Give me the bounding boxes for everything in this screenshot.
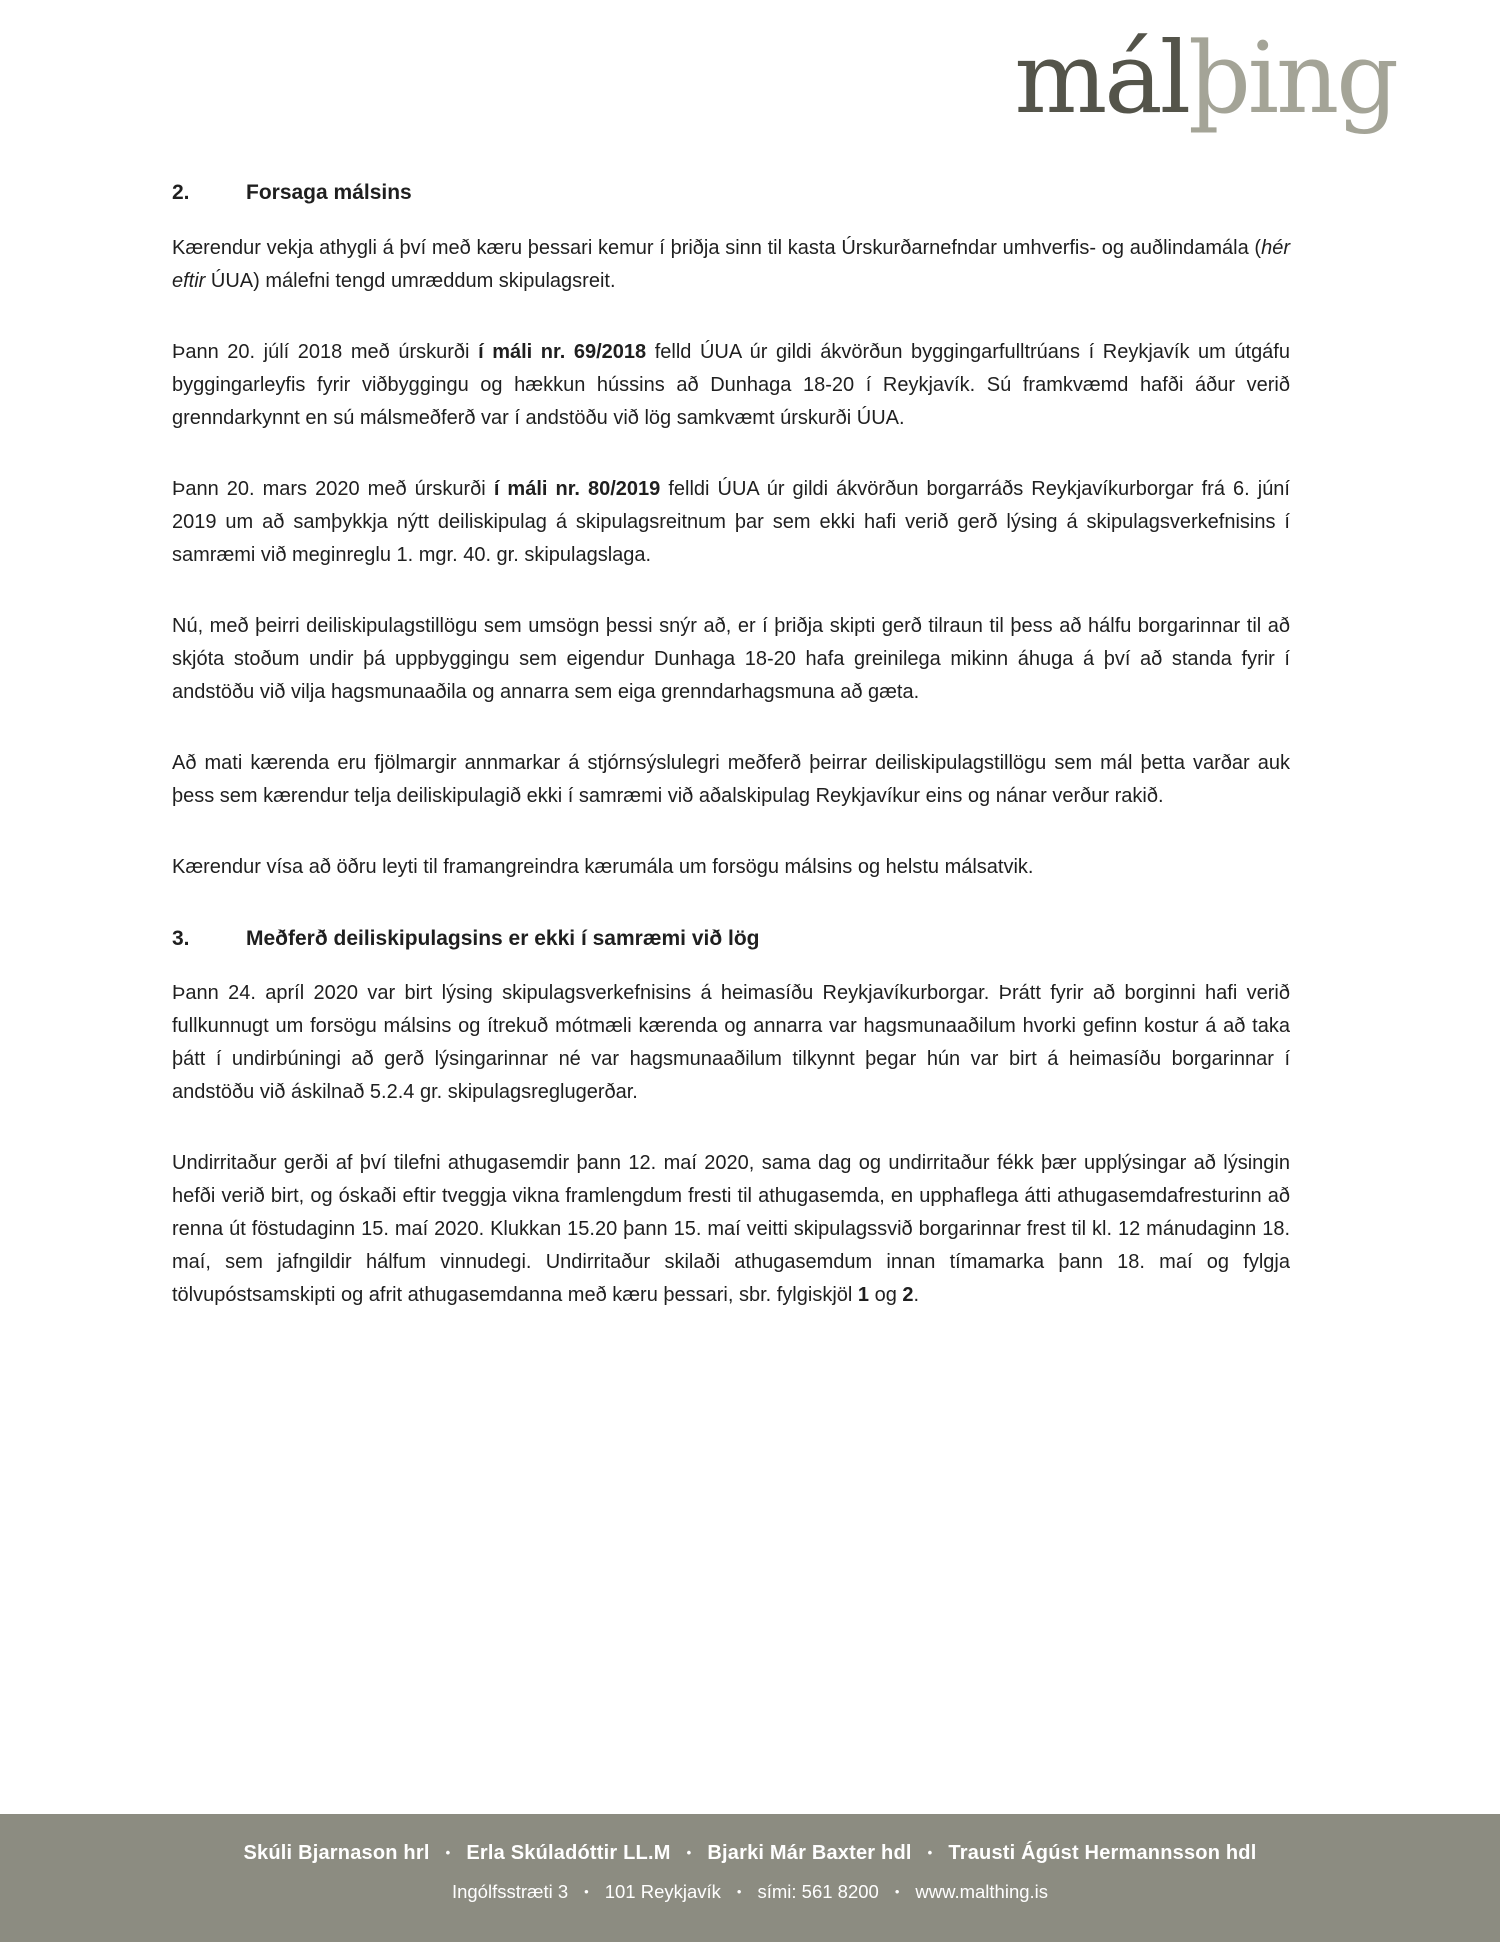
logo-text-thing: þing bbox=[1188, 22, 1396, 136]
text-run: felld ÚUA úr gildi ákvörðun byggingarfulltrúans í Reykjavík um útgáfu byggingarleyfis fyrir viðbyggingu og hækkun hússins að Dunhaga 18-20 í Reykjavík. Sú framkvæmd hafði áður verið grenndarkynnt en sú málsmeðferð var í andstöðu við lög samkvæmt úrskurði ÚUA. bbox=[172, 340, 1290, 429]
text-run: . bbox=[913, 1284, 920, 1307]
text-run: og bbox=[869, 1284, 903, 1307]
paragraph bbox=[172, 473, 1290, 572]
paragraph bbox=[172, 1147, 1290, 1312]
footer-contact-info bbox=[0, 1865, 1500, 1903]
footer-contact-item: www.malthing.is bbox=[915, 1881, 1049, 1902]
logo-text-mal: mál bbox=[1014, 22, 1189, 136]
bold-text-run: í máli nr. 80/2019 bbox=[493, 477, 661, 500]
footer-contact-item: sími: 561 8200 bbox=[757, 1881, 879, 1902]
footer-band bbox=[0, 1814, 1500, 1942]
paragraph bbox=[172, 747, 1290, 813]
bold-text-run: 1 bbox=[857, 1284, 870, 1307]
footer-lawyer-names bbox=[0, 1814, 1500, 1865]
italic-text-run: hér eftir bbox=[172, 236, 1290, 292]
paragraph bbox=[172, 232, 1290, 298]
paragraph bbox=[172, 336, 1290, 435]
section-number: 3. bbox=[172, 926, 190, 950]
bullet-separator-icon: • bbox=[584, 1884, 589, 1899]
paragraph bbox=[172, 977, 1290, 1109]
section-heading bbox=[172, 176, 1290, 210]
section-heading bbox=[172, 922, 1290, 956]
bold-text-run: 2 bbox=[902, 1284, 914, 1307]
footer-name-item: Bjarki Már Baxter hdl bbox=[707, 1842, 912, 1864]
footer-contact-item: 101 Reykjavík bbox=[604, 1881, 721, 1902]
paragraph bbox=[172, 610, 1290, 709]
section-number: 2. bbox=[172, 181, 190, 204]
section-title: Meðferð deiliskipulagsins er ekki í samræmi við lög bbox=[246, 926, 760, 950]
document-body bbox=[172, 176, 1290, 1350]
text-run: Þann 24. apríl 2020 var birt lýsing skipulagsverkefnisins á heimasíðu Reykjavíkurborgar. Þrátt fyrir að borginni hafi verið fullkunnugt um forsögu málsins og ítrekuð mótmæli kærenda og annarra var hagsmunaaðilum hvorki gefinn kostur á að taka þátt í undirbúningi að gerð lýsingarinnar né var hagsmunaaðilum tilkynnt þegar hún var birt á heimasíðu borgarinnar í andstöðu við áskilnað 5.2.4 gr. skipulagsreglugerðar. bbox=[172, 982, 1290, 1104]
footer-name-item: Trausti Ágúst Hermannsson hdl bbox=[948, 1842, 1257, 1864]
text-run: Að mati kærenda eru fjölmargir annmarkar á stjórnsýslulegri meðferð þeirrar deiliskipulagstillögu sem mál þetta varðar auk þess sem kærendur telja deiliskipulagið ekki í samræmi við aðalskipulag Reykjavíkur eins og nánar verður rakið. bbox=[172, 751, 1290, 807]
text-run: Kærendur vekja athygli á því með kæru þessari kemur í þriðja sinn til kasta Úrskurðarnefndar umhverfis- og auðlindamála ( bbox=[172, 236, 1262, 259]
footer-contact-item: Ingólfsstræti 3 bbox=[451, 1881, 569, 1902]
bullet-separator-icon: • bbox=[736, 1884, 742, 1899]
section-title: Forsaga málsins bbox=[246, 181, 412, 204]
text-run: Þann 20. mars 2020 með úrskurði bbox=[172, 477, 494, 500]
bullet-separator-icon: • bbox=[445, 1845, 451, 1860]
text-run: Þann 20. júlí 2018 með úrskurði bbox=[172, 340, 479, 363]
footer-name-item: Erla Skúladóttir LL.M bbox=[466, 1842, 671, 1864]
paragraph bbox=[172, 851, 1290, 884]
bullet-separator-icon: • bbox=[686, 1845, 692, 1860]
malthing-logo bbox=[1014, 22, 1396, 136]
text-run: Kærendur vísa að öðru leyti til framangreindra kærumála um forsögu málsins og helstu málsatvik. bbox=[172, 855, 1034, 878]
bullet-separator-icon: • bbox=[927, 1845, 933, 1860]
bold-text-run: í máli nr. 69/2018 bbox=[478, 340, 647, 363]
text-run: ÚUA) málefni tengd umræddum skipulagsreit. bbox=[205, 269, 616, 292]
text-run: Undirritaður gerði af því tilefni athugasemdir þann 12. maí 2020, sama dag og undirritaður fékk þær upplýsingar að lýsingin hefði verið birt, og óskaði eftir tveggja vikna framlengdum fresti til athugasemda, en upphaflega átti athugasemdafresturinn að renna út föstudaginn 15. maí 2020. Klukkan 15.20 þann 15. maí veitti skipulagssvið borgarinnar frest til kl. 12 mánudaginn 18. maí, sem jafngildir hálfum vinnudegi. Undirritaður skilaði athugasemdum innan tímamarka þann 18. maí og fylgja tölvupóstsamskipti og afrit athugasemdanna með kæru þessari, sbr. fylgiskjöl bbox=[172, 1152, 1290, 1307]
bullet-separator-icon: • bbox=[894, 1884, 900, 1899]
footer-name-item: Skúli Bjarnason hrl bbox=[243, 1842, 430, 1864]
text-run: Nú, með þeirri deiliskipulagstillögu sem umsögn þessi snýr að, er í þriðja skipti gerð tilraun til þess að hálfu borgarinnar til að skjóta stoðum undir þá uppbyggingu sem eigendur Dunhaga 18-20 hafa greinilega mikinn áhuga á því að standa fyrir í andstöðu við vilja hagsmunaaðila og annarra sem eiga grenndarhagsmuna að gæta. bbox=[172, 614, 1290, 703]
text-run: felldi ÚUA úr gildi ákvörðun borgarráðs Reykjavíkurborgar frá 6. júní 2019 um að samþykkja nýtt deiliskipulag á skipulagsreitnum þar sem ekki hafi verið gerð lýsing á skipulagsverkefnisins í samræmi við meginreglu 1. mgr. 40. gr. skipulagslaga. bbox=[172, 477, 1290, 566]
